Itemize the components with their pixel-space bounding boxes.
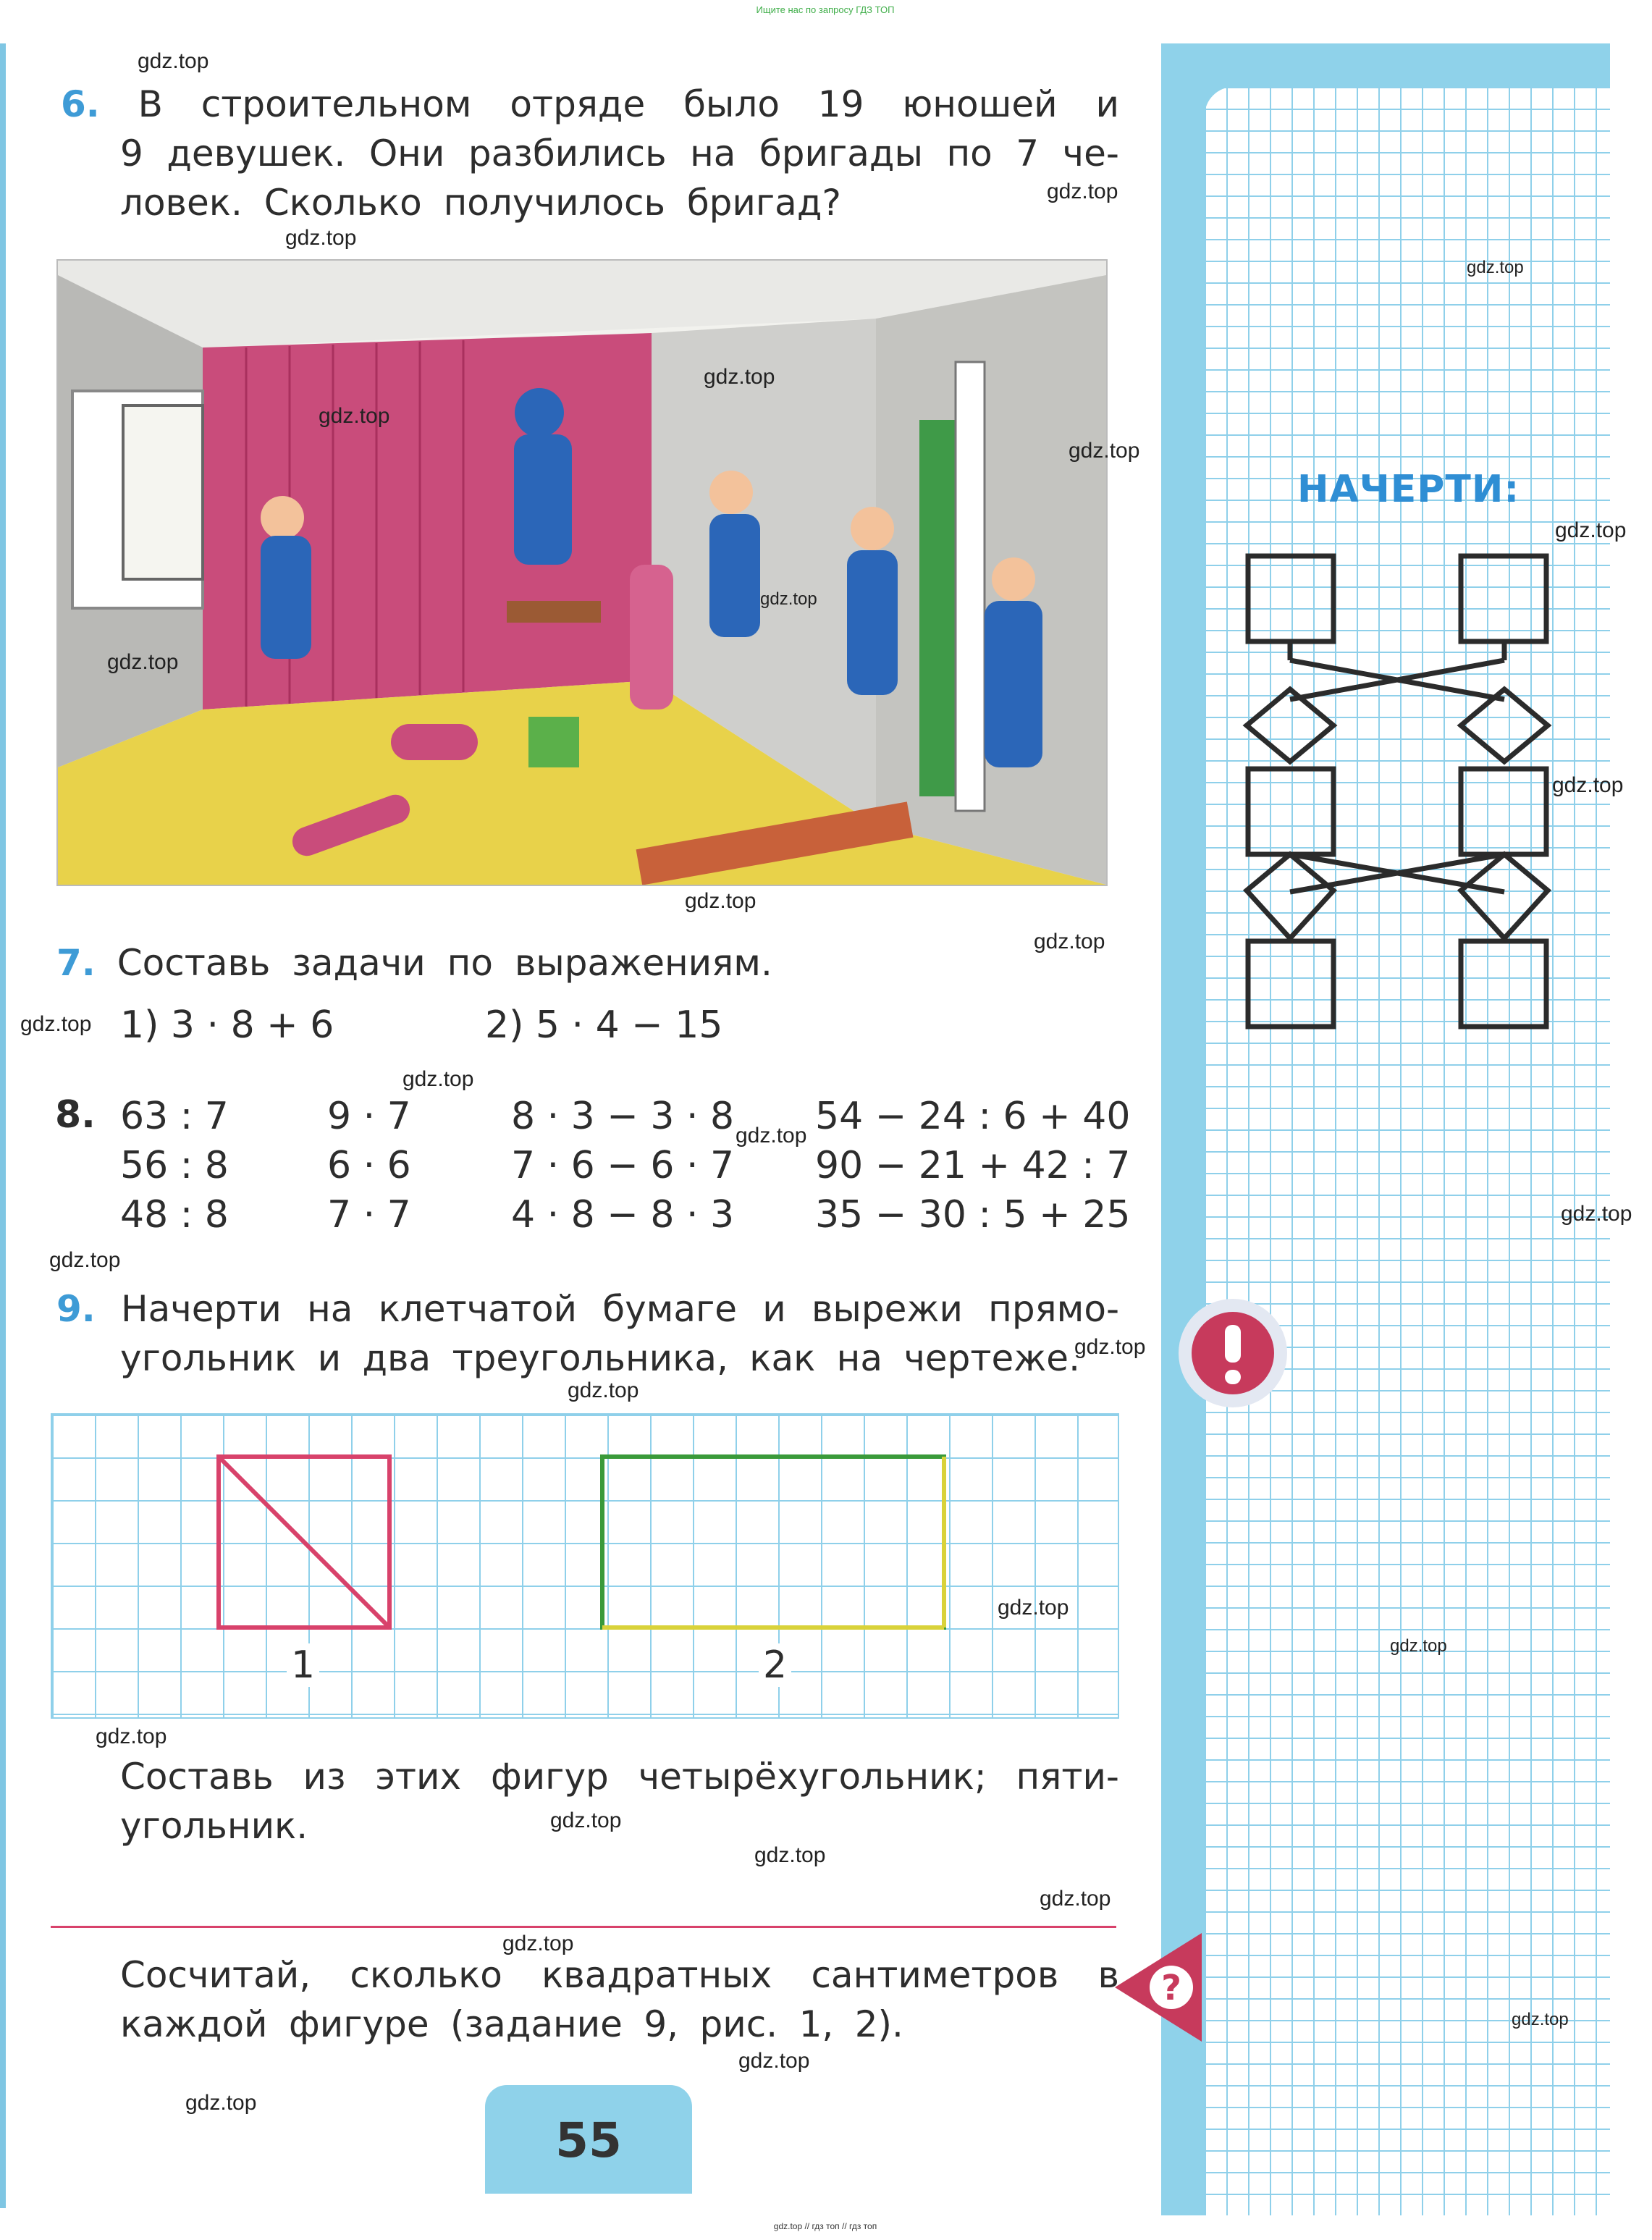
watermark: gdz.top [1512, 2010, 1569, 2029]
task8-col1 [120, 1092, 229, 1239]
watermark: gdz.top [998, 1596, 1069, 1620]
watermark: gdz.top [1069, 439, 1140, 463]
task8-expr: 7 · 6 − 6 · 7 [511, 1144, 735, 1187]
question-line1: Сосчитай, сколько квадратных сантиметров в [120, 1954, 1119, 1996]
watermark: gdz.top [403, 1067, 474, 1091]
left-edge [0, 43, 6, 2208]
task8-col4 [815, 1092, 1130, 1239]
watermark: gdz.top [1040, 1887, 1111, 1911]
watermark: gdz.top [754, 1843, 826, 1867]
task7-expr1: 1) 3 · 8 + 6 [120, 1003, 334, 1047]
task8-expr: 63 : 7 [120, 1095, 229, 1138]
watermark: gdz.top [568, 1378, 639, 1402]
watermark: gdz.top [49, 1248, 121, 1272]
watermark: gdz.top [685, 889, 757, 913]
figure2-label: 2 [759, 1643, 791, 1687]
watermark: gdz.top [138, 49, 209, 73]
task8-number: 8. [55, 1093, 96, 1137]
draw-pattern [1231, 536, 1578, 1043]
pattern-square-mid-left [1248, 769, 1333, 854]
task8-expr: 8 · 3 − 3 · 8 [511, 1095, 735, 1138]
divider [51, 1926, 1116, 1928]
task8-expr: 90 − 21 + 42 : 7 [815, 1144, 1131, 1187]
watermark: gdz.top [550, 1809, 622, 1832]
grid-paper-panel [1205, 87, 1610, 2215]
watermark: gdz.top [1034, 930, 1105, 953]
task7-title-line [56, 938, 772, 988]
watermark: gdz.top [704, 365, 775, 389]
watermark: gdz.top [319, 404, 390, 428]
pattern-square-top-right [1461, 556, 1546, 641]
task8-expr: 4 · 8 − 8 · 3 [511, 1193, 735, 1237]
watermark: gdz.top [20, 1012, 92, 1036]
task9-compose-line2: угольник. [120, 1805, 308, 1847]
watermark: gdz.top [502, 1932, 574, 1955]
pattern-square-bottom-left [1248, 941, 1333, 1027]
watermark: gdz.top [1555, 518, 1627, 542]
watermark: gdz.top [185, 2091, 257, 2115]
question-icon: ? [1161, 1968, 1181, 2008]
pattern-square-mid-right [1461, 769, 1546, 854]
task6-number: 6. [61, 83, 100, 125]
pattern-diamond-left-2 [1247, 854, 1333, 938]
pattern-diamond-right-2 [1461, 854, 1548, 938]
footer-note: gdz.top // гдз топ // гдз топ [773, 2221, 877, 2231]
question-line2: каждой фигуре (задание 9, рис. 1, 2). [120, 2003, 903, 2045]
task6-line3: ловек. Сколько получилось бригад? [120, 182, 841, 224]
page-number: 55 [555, 2113, 622, 2168]
task7-expr2: 2) 5 · 4 − 15 [485, 1003, 723, 1047]
watermark: gdz.top [107, 650, 179, 674]
task7-title: Составь задачи по выражениям. [117, 942, 772, 984]
pattern-square-bottom-right [1461, 941, 1546, 1027]
sidebar-title: НАЧЕРТИ: [1297, 468, 1520, 511]
task8-expr: 48 : 8 [120, 1193, 229, 1237]
watermark: gdz.top [1561, 1202, 1632, 1226]
watermark: gdz.top [1467, 258, 1524, 277]
task8-expr: 9 · 7 [327, 1095, 411, 1138]
watermark: gdz.top [1047, 180, 1118, 203]
illustration-construction-team [56, 259, 1108, 886]
task9-number: 9. [56, 1288, 96, 1330]
attention-badge [1179, 1299, 1287, 1407]
watermark: gdz.top [736, 1124, 807, 1148]
watermark: gdz.top [285, 226, 357, 250]
watermark: gdz.top [1074, 1335, 1146, 1359]
pattern-diamond-left-1 [1247, 689, 1333, 762]
pattern-diamond-right-1 [1461, 689, 1548, 762]
task9-compose-line1: Составь из этих фигур четырёхугольник; пяти- [120, 1756, 1119, 1798]
task8-expr: 56 : 8 [120, 1144, 229, 1187]
task8-col3 [511, 1092, 734, 1239]
task8-expr: 6 · 6 [327, 1144, 411, 1187]
right-margin [1610, 43, 1652, 2215]
task8-expr: 54 − 24 : 6 + 40 [815, 1095, 1131, 1138]
watermark: gdz.top [760, 589, 817, 609]
task8-expr: 7 · 7 [327, 1193, 411, 1237]
exclamation-icon [1192, 1312, 1274, 1394]
task9-line2: угольник и два треугольника, как на чертеже. [120, 1337, 1080, 1379]
figure2-rectangle [602, 1457, 944, 1628]
task7-number: 7. [56, 942, 96, 984]
figure1-label: 1 [287, 1643, 319, 1687]
pattern-square-top-left [1248, 556, 1333, 641]
task8-col2 [327, 1092, 411, 1239]
question-marker [1115, 1933, 1209, 2042]
task9-line1: 9. Начерти на клетчатой бумаге и вырежи прямо- [56, 1284, 1119, 1334]
watermark: gdz.top [1390, 1636, 1447, 1656]
header-note: Ищите нас по запросу ГДЗ ТОП [756, 4, 895, 15]
watermark: gdz.top [96, 1725, 167, 1748]
figure1-diagonal [219, 1457, 389, 1628]
task6-line2: 9 девушек. Они разбились на бригады по 7 че- [120, 132, 1119, 174]
task9-figures [51, 1413, 1116, 1717]
watermark: gdz.top [738, 2049, 810, 2073]
watermark: gdz.top [1552, 773, 1624, 797]
task6-line1: 6. В строительном отряде было 19 юношей и [61, 80, 1119, 129]
task8-expr: 35 − 30 : 5 + 25 [815, 1193, 1131, 1237]
